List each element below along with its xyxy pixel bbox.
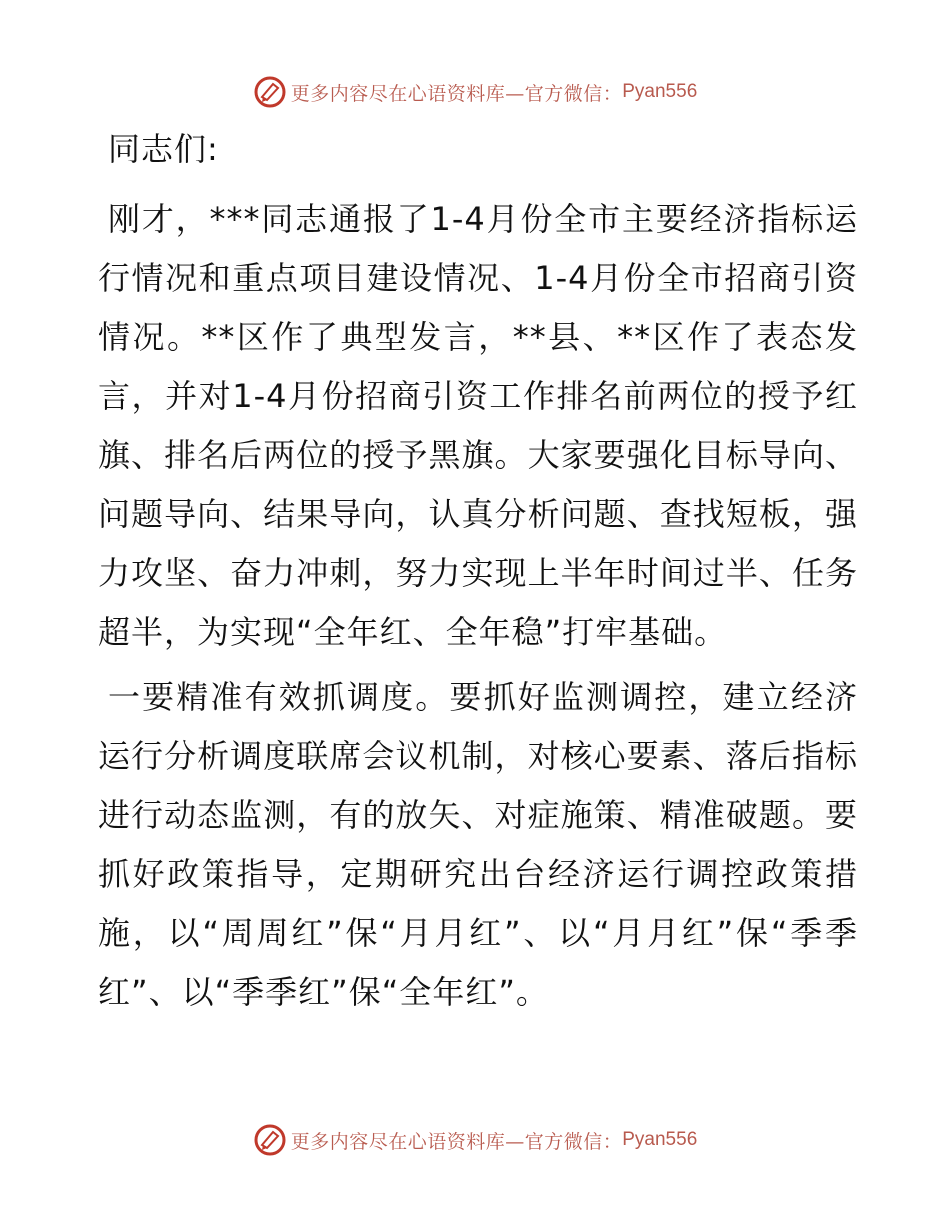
brand-logo-icon [253, 75, 287, 109]
watermark-brand: Pyan556 [622, 1129, 698, 1150]
watermark-brand: Pyan556 [622, 81, 698, 102]
watermark-text: 更多内容尽在心语资料库—官方微信： [290, 82, 623, 105]
watermark-text: 更多内容尽在心语资料库—官方微信： [290, 1130, 623, 1153]
header-watermark [0, 72, 950, 112]
salutation: 同志们: [108, 130, 219, 168]
footer-watermark [0, 1120, 950, 1160]
document-body [98, 120, 858, 1028]
paragraph-1: 刚才，***同志通报了1-4月份全市主要经济指标运行情况和重点项目建设情况、1-4月份全市招商引资情况。**区作了典型发言，**县、**区作了表态发言，并对1-4月份招商引资工作排名前两位的授予红旗、排名后两位的授予黑旗。大家要强化目标导向、问题导向、结果导向，认真分析问题、查找短板，强力攻坚、奋力冲刺，努力实现上半年时间过半、任务超半，为实现“全年红、全年稳”打牢基础。 [98, 200, 858, 651]
brand-logo-icon [253, 1123, 287, 1157]
paragraph-2: 一要精准有效抓调度。要抓好监测调控，建立经济运行分析调度联席会议机制，对核心要素、落后指标进行动态监测，有的放矢、对症施策、精准破题。要抓好政策指导，定期研究出台经济运行调控政策措施，以“周周红”保“月月红”、以“月月红”保“季季红”、以“季季红”保“全年红”。 [98, 678, 858, 1011]
